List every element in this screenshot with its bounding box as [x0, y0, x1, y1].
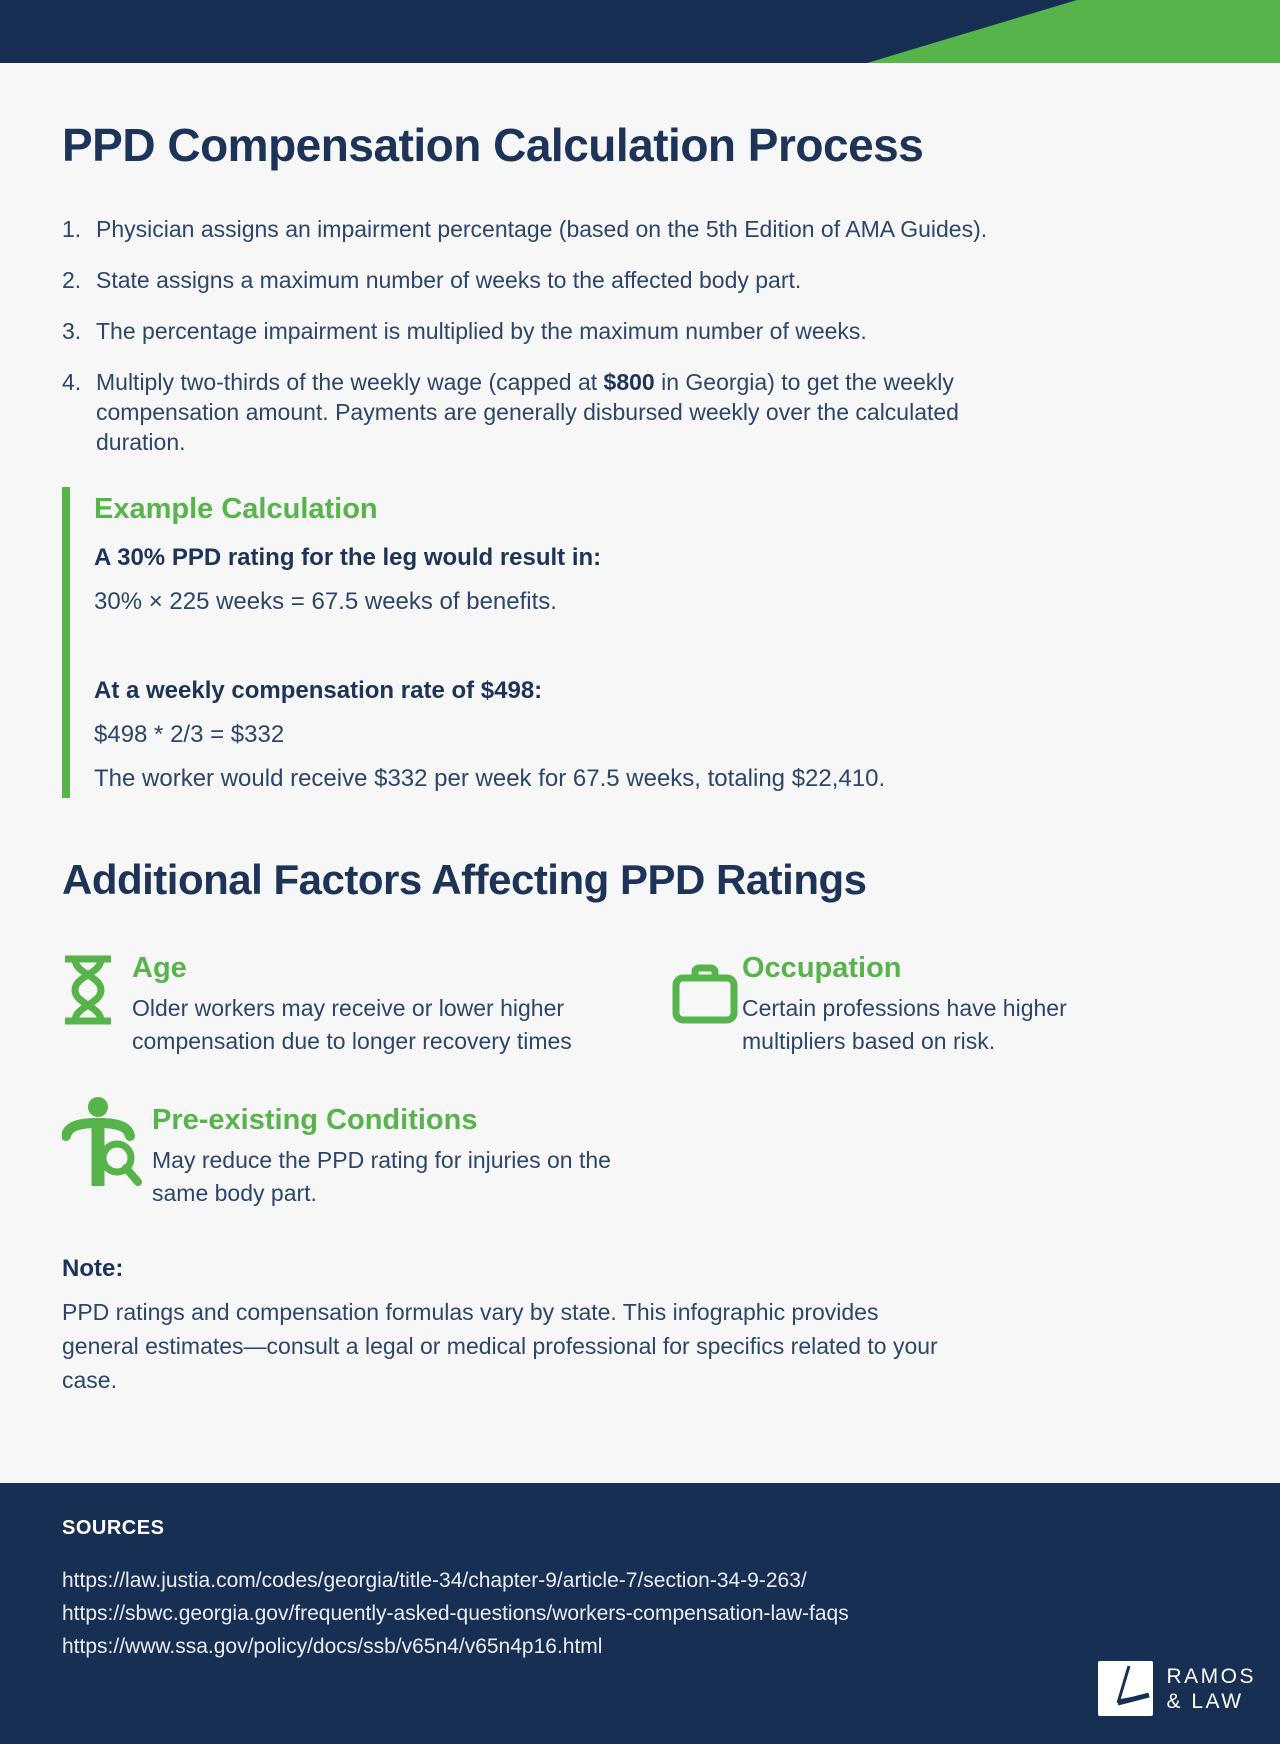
- factor-preexisting-title: Pre-existing Conditions: [152, 1104, 478, 1136]
- step-text: The percentage impairment is multiplied by the maximum number of weeks.: [96, 318, 867, 344]
- sources-footer: [0, 1483, 1280, 1744]
- step-item: [62, 265, 1117, 295]
- factor-occupation: [672, 952, 1218, 1058]
- step-item: [62, 367, 1117, 457]
- briefcase-icon: [672, 952, 742, 1024]
- factor-preexisting: [62, 1104, 1218, 1210]
- factor-occupation-text: [742, 952, 1142, 1058]
- note-label: Note:: [62, 1255, 124, 1282]
- step-item: [62, 214, 1117, 244]
- source-url[interactable]: https://www.ssa.gov/policy/docs/ssb/v65n4/v65n4p16.html: [62, 1635, 603, 1658]
- factors-heading: Additional Factors Affecting PPD Ratings: [62, 856, 867, 903]
- step-text-post: in Georgia) to get the weekly compensation amount. Payments are generally disbursed weekly over the calculated duration.: [96, 369, 959, 455]
- header-green-triangle: [0, 0, 1280, 63]
- logo-line-1: RAMOS: [1166, 1664, 1256, 1688]
- ramos-law-logo-icon: [1098, 1661, 1153, 1716]
- factor-preexisting-desc: May reduce the PPD rating for injuries on the same body part.: [152, 1147, 611, 1206]
- hourglass-icon: [62, 952, 132, 1026]
- factor-preexisting-text: [152, 1104, 622, 1210]
- step-item: [62, 316, 1117, 346]
- factor-age-desc: Older workers may receive or lower higher compensation due to longer recovery times: [132, 995, 572, 1054]
- step-text: [96, 367, 1026, 457]
- factor-occupation-title: Occupation: [742, 952, 902, 984]
- example-calc-1: 30% × 225 weeks = 67.5 weeks of benefits.: [94, 588, 557, 615]
- source-url-list: [62, 1564, 1218, 1663]
- example-lead-1: A 30% PPD rating for the leg would result in:: [94, 544, 602, 571]
- header-band: [0, 0, 1280, 63]
- capped-amount: $800: [603, 369, 655, 395]
- note-section: [62, 1255, 1218, 1397]
- example-result: The worker would receive $332 per week for 67.5 weeks, totaling $22,410.: [94, 765, 886, 792]
- person-magnifier-icon: [62, 1094, 152, 1192]
- step-text: State assigns a maximum number of weeks to the affected body part.: [96, 267, 802, 293]
- source-url[interactable]: https://sbwc.georgia.gov/frequently-asked-questions/workers-compensation-law-faqs: [62, 1602, 849, 1625]
- step-number: 3.: [62, 318, 82, 344]
- example-heading: Example Calculation: [94, 493, 378, 525]
- note-text: PPD ratings and compensation formulas vary by state. This infographic provides general estimates—consult a legal or medical professional for specifics related to your case.: [62, 1299, 938, 1393]
- example-lead-2: At a weekly compensation rate of $498:: [94, 677, 543, 704]
- step-number: 2.: [62, 267, 82, 293]
- example-calc-2: $498 * 2/3 = $332: [94, 721, 285, 748]
- content: [0, 63, 1280, 1397]
- page-title: PPD Compensation Calculation Process: [62, 119, 924, 171]
- factors-grid: [62, 952, 1218, 1058]
- ramos-law-logo: [1098, 1661, 1256, 1716]
- step-number: 1.: [62, 216, 82, 242]
- ramos-law-logo-text: [1166, 1664, 1256, 1714]
- process-steps: [62, 214, 1117, 457]
- step-text-pre: Multiply two-thirds of the weekly wage (capped at: [96, 369, 604, 395]
- source-url[interactable]: https://law.justia.com/codes/georgia/title-34/chapter-9/article-7/section-34-9-263/: [62, 1569, 807, 1592]
- factor-age: [62, 952, 672, 1058]
- example-calculation-box: [62, 487, 1022, 798]
- sources-heading: SOURCES: [62, 1517, 165, 1539]
- step-number: 4.: [62, 369, 82, 395]
- factor-occupation-desc: Certain professions have higher multipliers based on risk.: [742, 995, 1067, 1054]
- factor-age-title: Age: [132, 952, 187, 984]
- factor-age-text: [132, 952, 572, 1058]
- logo-line-2: & LAW: [1166, 1689, 1244, 1713]
- step-text: Physician assigns an impairment percentage (based on the 5th Edition of AMA Guides).: [96, 216, 988, 242]
